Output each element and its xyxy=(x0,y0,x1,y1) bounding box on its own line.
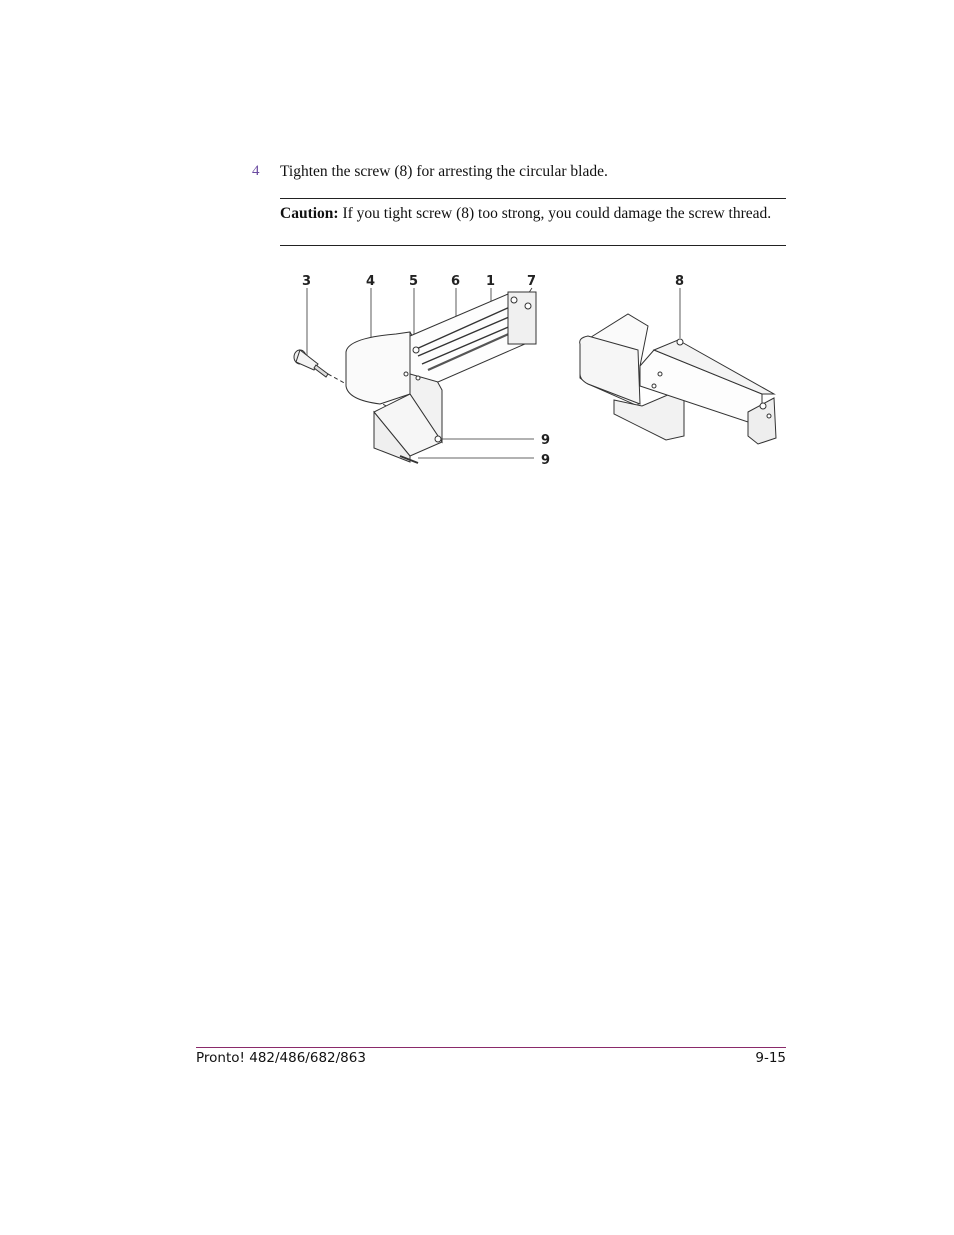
callout-4: 4 xyxy=(366,274,376,289)
callout-3: 3 xyxy=(302,274,312,289)
step-number: 4 xyxy=(252,163,260,179)
callout-8: 8 xyxy=(675,274,685,289)
callout-1: 1 xyxy=(486,274,496,289)
callout-9-lower: 9 xyxy=(541,453,551,468)
footer-product-name: Pronto! 482/486/682/863 xyxy=(196,1050,366,1066)
right-assembly xyxy=(580,314,776,444)
callout-5: 5 xyxy=(409,274,419,289)
left-assembly xyxy=(294,292,536,463)
callout-6: 6 xyxy=(451,274,461,289)
footer-page-number: 9-15 xyxy=(755,1050,786,1066)
callout-9-upper: 9 xyxy=(541,433,551,448)
caution-label: Caution: xyxy=(280,205,339,222)
footer-rule xyxy=(196,1047,786,1048)
step-text: Tighten the screw (8) for arresting the circular blade. xyxy=(280,163,608,180)
caution-text xyxy=(280,204,780,223)
caution-box xyxy=(280,198,786,246)
callout-7: 7 xyxy=(527,274,537,289)
cutter-illustration xyxy=(288,266,798,480)
cutter-assembly-figure xyxy=(288,266,798,480)
caution-body: If you tight screw (8) too strong, you could damage the screw thread. xyxy=(338,205,772,222)
